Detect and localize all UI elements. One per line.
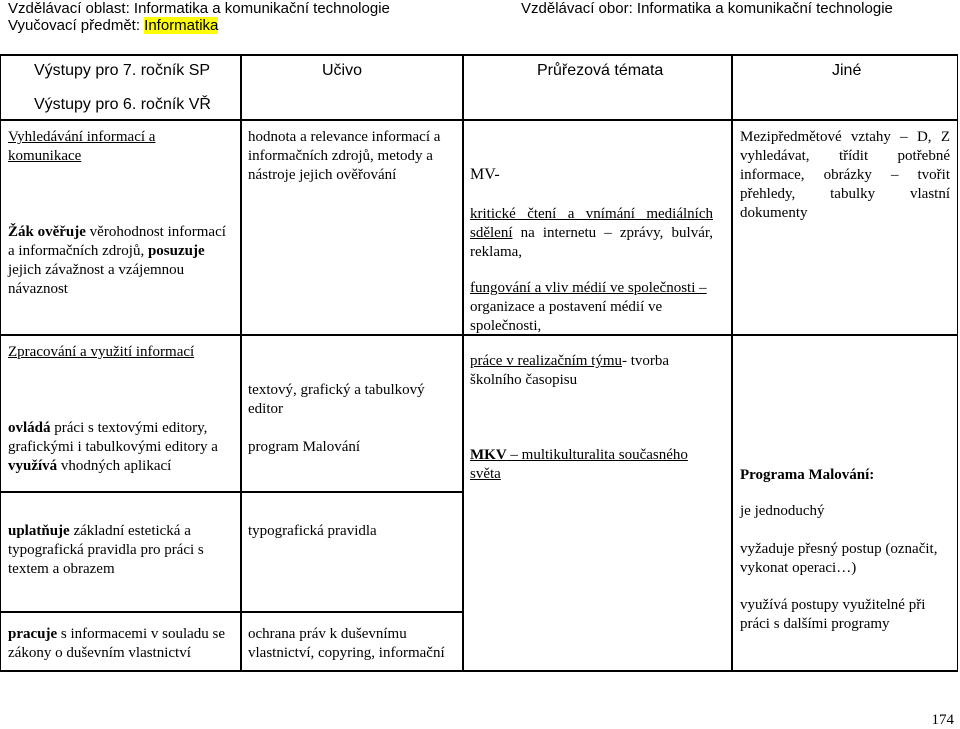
row1-outputs-text [8, 223, 228, 299]
row3-outputs-text [8, 522, 223, 579]
table-bottom-border [0, 670, 958, 672]
header-row-divider [0, 119, 958, 121]
table-top-border [0, 54, 958, 56]
page-number: 174 [931, 712, 954, 728]
row4-content: ochrana práv k duševnímu vlastnictví, copyring, informační [248, 626, 445, 661]
row1-themes-topic1: kritické čtení a vnímání mediálních sdělení [470, 206, 713, 241]
row2-outputs-text2: vhodných aplikací [57, 458, 172, 474]
row4-outputs-text1: s informacemi v souladu se zákony o duševním vlastnictví [8, 626, 226, 661]
col-header-outputs-6: Výstupy pro 6. ročník VŘ [34, 96, 211, 113]
row2-themes-2 [470, 446, 715, 484]
row1-themes-1 [470, 205, 713, 262]
row1-themes-mv: MV- [470, 166, 500, 183]
col-header-other: Jiné [832, 62, 862, 79]
row2-other-title: Programa Malování: [740, 467, 875, 483]
row2-content-1: textový, grafický a tabulkový editor [248, 382, 425, 417]
subject-value: Informatika [144, 17, 219, 34]
row1-other: Mezipředmětové vztahy – D, Z vyhledávat, třídit potřebné informace, obrázky – tvořit přehledy, tabulky vlastní dokumenty [740, 129, 950, 221]
row4-other: využívá postupy využitelné při práci s dalšími programy [740, 597, 926, 632]
row2-outputs-title: Zpracování a využití informací [8, 344, 195, 360]
subject-line [8, 17, 218, 35]
row1-themes-2 [470, 279, 728, 336]
row1-themes-text1: na internetu – zprávy, bulvár, reklama, [470, 225, 713, 260]
row2-themes-1 [470, 352, 700, 390]
row2-themes-mkv: MKV [470, 447, 507, 463]
col-divider-2 [462, 54, 464, 672]
row2-outputs-text [8, 419, 240, 476]
col-header-outputs-7: Výstupy pro 7. ročník SP [34, 62, 211, 79]
row3-content: typografická pravidla [248, 523, 377, 539]
col-header-content: Učivo [322, 62, 363, 79]
row3-other-1: je jednoduchý [740, 503, 825, 519]
row-divider-2 [0, 491, 240, 493]
subject-label: Vyučovací předmět: [8, 17, 145, 34]
row1-themes-topic2: fungování a vliv médií ve společnosti – [470, 280, 707, 296]
row2-themes-text1: - tvorba školního časopisu [470, 353, 670, 388]
row3-other-2: vyžaduje přesný postup (označit, vykonat operaci…) [740, 541, 938, 576]
col-divider-1 [240, 54, 242, 672]
col-header-themes: Průřezová témata [537, 62, 664, 79]
row1-outputs-title: Vyhledávání informací a komunikace [8, 129, 156, 164]
row1-outputs-text1: věrohodnost informací a informačních zdrojů, [8, 224, 226, 259]
row3-outputs-verb1: uplatňuje [8, 523, 70, 539]
row-divider-3 [0, 611, 240, 613]
col-divider-3 [731, 54, 733, 672]
row4-outputs-text [8, 625, 233, 663]
area-label: Vzdělávací oblast: Informatika a komunikační technologie [8, 0, 390, 17]
row2-themes-mkv-text: – multikulturalita současného světa [470, 447, 688, 482]
row1-outputs-text2: jejich závažnost a vzájemnou návaznost [8, 262, 185, 297]
row-divider-3b [240, 611, 462, 613]
row4-outputs-verb1: pracuje [8, 626, 58, 642]
row3-outputs-text1: základní estetická a typografická pravidla pro práci s textem a obrazem [8, 523, 204, 577]
row2-themes-topic1: práce v realizačním týmu [470, 353, 623, 369]
row1-outputs-verb1: Žák ověřuje [8, 224, 86, 240]
row-divider-2b [240, 491, 462, 493]
row2-outputs-verb2: využívá [8, 458, 58, 474]
row1-content: hodnota a relevance informací a informačních zdrojů, metody a nástroje jejich ověřování [248, 129, 441, 183]
row2-outputs-verb1: ovládá [8, 420, 51, 436]
row2-outputs-text1: práci s textovými editory, grafickými i tabulkovými editory a [8, 420, 218, 455]
row1-outputs-verb2: posuzuje [147, 243, 205, 259]
row2-content-2: program Malování [248, 439, 361, 455]
row1-themes-text2: organizace a postavení médií ve společnosti, [470, 299, 663, 334]
field-label: Vzdělávací obor: Informatika a komunikační technologie [521, 0, 893, 17]
